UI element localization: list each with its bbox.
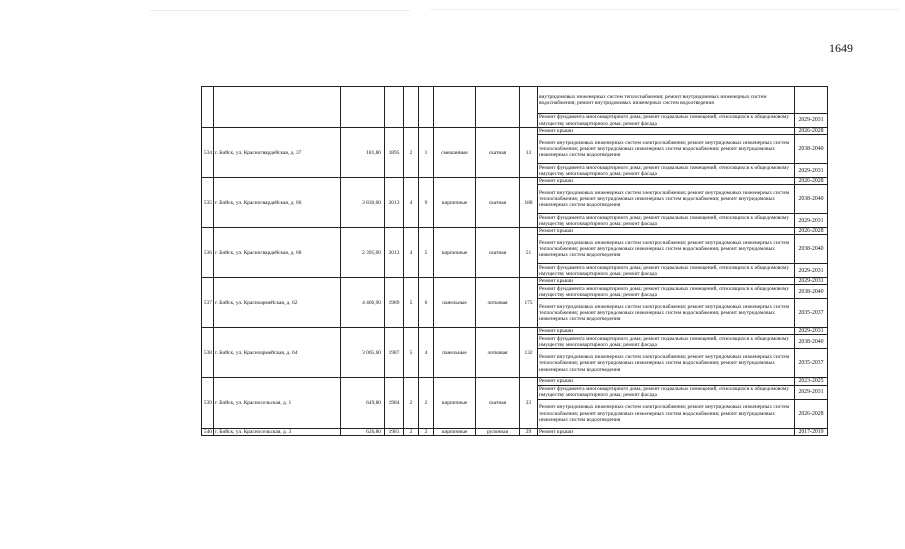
period-cell: 2023-2025 [795, 378, 828, 385]
floors-cell: 5 [404, 278, 419, 328]
address-cell: г. Бийск, ул. Красносельская, д. 1 [214, 378, 341, 428]
roof-type-cell: рулонная [476, 428, 520, 435]
year-cell: 1984 [385, 378, 404, 428]
scan-artifact-top-right [430, 9, 900, 10]
work-cell: Ремонт внутридомовых инженерных систем электроснабжения; ремонт внутридомовых инженерных систем теплоснабжения; ремонт внутридомовых инженерных систем водоснабжения; ремонт внутридомовых инженерных систем водоотведения [538, 185, 795, 214]
table-row [202, 278, 828, 285]
period-cell [795, 87, 828, 114]
period-cell: 2029-2031 [795, 328, 828, 335]
work-cell: Ремонт фундамента многоквартирного дома; ремонт подвальных помещений, относящихся к общедомовому имуществу многоквартирного дома; ремонт фасада [538, 264, 795, 278]
wall-material-cell: смешанные [434, 128, 476, 178]
roof-type-cell: скатная [476, 178, 520, 228]
period-cell: 2029-2031 [795, 164, 828, 178]
table-row [202, 328, 828, 335]
empty-cell [202, 87, 214, 128]
period-cell: 2026-2028 [795, 399, 828, 428]
residents-cell: 29 [520, 428, 538, 435]
address-cell: г. Бийск, ул. Красногвардейская, д. 68 [214, 228, 341, 278]
wall-material-cell: кирпичные [434, 428, 476, 435]
year-cell: 2013 [385, 228, 404, 278]
address-cell: г. Бийск, ул. Красногвардейская, д. 66 [214, 178, 341, 228]
empty-cell [341, 87, 385, 128]
year-cell: 1895 [385, 128, 404, 178]
period-cell: 2029-2031 [795, 214, 828, 228]
year-cell: 1989 [385, 278, 404, 328]
entrances-cell: 9 [419, 178, 434, 228]
residents-cell: 132 [520, 328, 538, 378]
work-cell: Ремонт фундамента многоквартирного дома; ремонт подвальных помещений, относящихся к общедомовому имуществу многоквартирного дома; ремонт фасада [538, 385, 795, 399]
area-cell: 3 830,00 [341, 178, 385, 228]
area-cell: 181,80 [341, 128, 385, 178]
work-cell: Ремонт внутридомовых инженерных систем электроснабжения; ремонт внутридомовых инженерных систем теплоснабжения; ремонт внутридомовых инженерных систем водоснабжения; ремонт внутридомовых инженерных систем водоотведения [538, 135, 795, 164]
work-cell: Ремонт внутридомовых инженерных систем электроснабжения; ремонт внутридомовых инженерных систем теплоснабжения; ремонт внутридомовых инженерных систем водоснабжения; ремонт внутридомовых инженерных систем водоотведения [538, 235, 795, 264]
work-cell: Ремонт внутридомовых инженерных систем электроснабжения; ремонт внутридомовых инженерных систем теплоснабжения; ремонт внутридомовых инженерных систем водоснабжения; ремонт внутридомовых инженерных систем водоотведения [538, 399, 795, 428]
row-number: 540 [202, 428, 214, 435]
area-cell: 649,80 [341, 378, 385, 428]
empty-cell [419, 87, 434, 128]
page-number: 1649 [829, 41, 853, 55]
table-row [202, 378, 828, 385]
residents-cell: 188 [520, 178, 538, 228]
work-cell: Ремонт крыши [538, 228, 795, 235]
work-cell: Ремонт фундамента многоквартирного дома; ремонт подвальных помещений, относящихся к общедомовому имуществу многоквартирного дома; ремонт фасада [538, 164, 795, 178]
work-cell: Ремонт внутридомовых инженерных систем электроснабжения; ремонт внутридомовых инженерных систем теплоснабжения; ремонт внутридомовых инженерных систем водоснабжения; ремонт внутридомовых инженерных систем водоотведения [538, 299, 795, 328]
work-cell: Ремонт крыши [538, 278, 795, 285]
work-cell: Ремонт фундамента многоквартирного дома; ремонт подвальных помещений, относящихся к общедомовому имуществу многоквартирного дома; ремонт фасада [538, 285, 795, 299]
area-cell: 2 395,00 [341, 228, 385, 278]
entrances-cell: 2 [419, 428, 434, 435]
address-cell: г. Бийск, ул. Красноармейская, д. 62 [214, 278, 341, 328]
empty-cell [404, 87, 419, 128]
scan-artifact-top-left [150, 10, 410, 11]
floors-cell: 2 [404, 128, 419, 178]
period-cell: 2035-2037 [795, 349, 828, 378]
period-cell: 2026-2028 [795, 178, 828, 185]
wall-material-cell: панельные [434, 278, 476, 328]
period-cell: 2035-2037 [795, 299, 828, 328]
residents-cell: 23 [520, 378, 538, 428]
period-cell: 2029-2031 [795, 264, 828, 278]
year-cell: 1981 [385, 428, 404, 435]
wall-material-cell: кирпичные [434, 378, 476, 428]
floors-cell: 2 [404, 428, 419, 435]
period-cell: 2038-2040 [795, 235, 828, 264]
work-cell: Ремонт крыши [538, 328, 795, 335]
entrances-cell: 5 [419, 228, 434, 278]
row-number: 535 [202, 178, 214, 228]
work-cell: Ремонт крыши [538, 428, 795, 435]
empty-cell [214, 87, 341, 128]
residents-cell: 51 [520, 228, 538, 278]
period-cell: 2038-2040 [795, 335, 828, 349]
work-cell: внутридомовых инженерных систем теплоснабжения; ремонт внутридомовых инженерных систем водоснабжения; ремонт внутридомовых инженерных систем водоотведения [538, 87, 795, 114]
area-cell: 4 466,90 [341, 278, 385, 328]
roof-type-cell: лотковая [476, 278, 520, 328]
year-cell: 1987 [385, 328, 404, 378]
table-row [202, 428, 828, 435]
residents-cell: 13 [520, 128, 538, 178]
period-cell: 2017-2019 [795, 428, 828, 435]
wall-material-cell: кирпичные [434, 228, 476, 278]
wall-material-cell: кирпичные [434, 178, 476, 228]
entrances-cell: 2 [419, 378, 434, 428]
table-row [202, 87, 828, 114]
residents-cell: 175 [520, 278, 538, 328]
empty-cell [520, 87, 538, 128]
table-row [202, 178, 828, 185]
address-cell: г. Бийск, ул. Красногвардейская, д. 37 [214, 128, 341, 178]
work-cell: Ремонт крыши [538, 178, 795, 185]
year-cell: 2013 [385, 178, 404, 228]
floors-cell: 4 [404, 228, 419, 278]
work-cell: Ремонт фундамента многоквартирного дома; ремонт подвальных помещений, относящихся к общедомовому имуществу многоквартирного дома; ремонт фасада [538, 335, 795, 349]
work-cell: Ремонт фундамента многоквартирного дома; ремонт подвальных помещений, относящихся к общедомовому имуществу многоквартирного дома; ремонт фасада [538, 214, 795, 228]
entrances-cell: 4 [419, 328, 434, 378]
roof-type-cell: скатная [476, 228, 520, 278]
period-cell: 2029-2031 [795, 114, 828, 128]
roof-type-cell: скатная [476, 378, 520, 428]
empty-cell [434, 87, 476, 128]
table-row [202, 228, 828, 235]
empty-cell [385, 87, 404, 128]
row-number: 537 [202, 278, 214, 328]
empty-cell [476, 87, 520, 128]
roof-type-cell: скатная [476, 128, 520, 178]
table-row [202, 128, 828, 135]
period-cell: 2029-2031 [795, 385, 828, 399]
period-cell: 2026-2028 [795, 128, 828, 135]
address-cell: г. Бийск, ул. Красносельская, д. 3 [214, 428, 341, 435]
period-cell: 2038-2040 [795, 135, 828, 164]
floors-cell: 4 [404, 178, 419, 228]
wall-material-cell: панельные [434, 328, 476, 378]
period-cell: 2029-2031 [795, 278, 828, 285]
roof-type-cell: лотковая [476, 328, 520, 378]
period-cell: 2038-2040 [795, 185, 828, 214]
repair-schedule-table [201, 86, 828, 436]
area-cell: 3 005,60 [341, 328, 385, 378]
table-body [202, 87, 828, 436]
work-cell: Ремонт крыши [538, 378, 795, 385]
row-number: 536 [202, 228, 214, 278]
period-cell: 2038-2040 [795, 285, 828, 299]
row-number: 539 [202, 378, 214, 428]
area-cell: 626,80 [341, 428, 385, 435]
address-cell: г. Бийск, ул. Красноармейская, д. 64 [214, 328, 341, 378]
floors-cell: 2 [404, 378, 419, 428]
work-cell: Ремонт фундамента многоквартирного дома; ремонт подвальных помещений, относящихся к общедомовому имуществу многоквартирного дома; ремонт фасада [538, 114, 795, 128]
row-number: 534 [202, 128, 214, 178]
work-cell: Ремонт крыши [538, 128, 795, 135]
work-cell: Ремонт внутридомовых инженерных систем электроснабжения; ремонт внутридомовых инженерных систем теплоснабжения; ремонт внутридомовых инженерных систем водоснабжения; ремонт внутридомовых инженерных систем водоотведения [538, 349, 795, 378]
entrances-cell: 6 [419, 278, 434, 328]
floors-cell: 5 [404, 328, 419, 378]
period-cell: 2026-2028 [795, 228, 828, 235]
entrances-cell: 1 [419, 128, 434, 178]
row-number: 538 [202, 328, 214, 378]
